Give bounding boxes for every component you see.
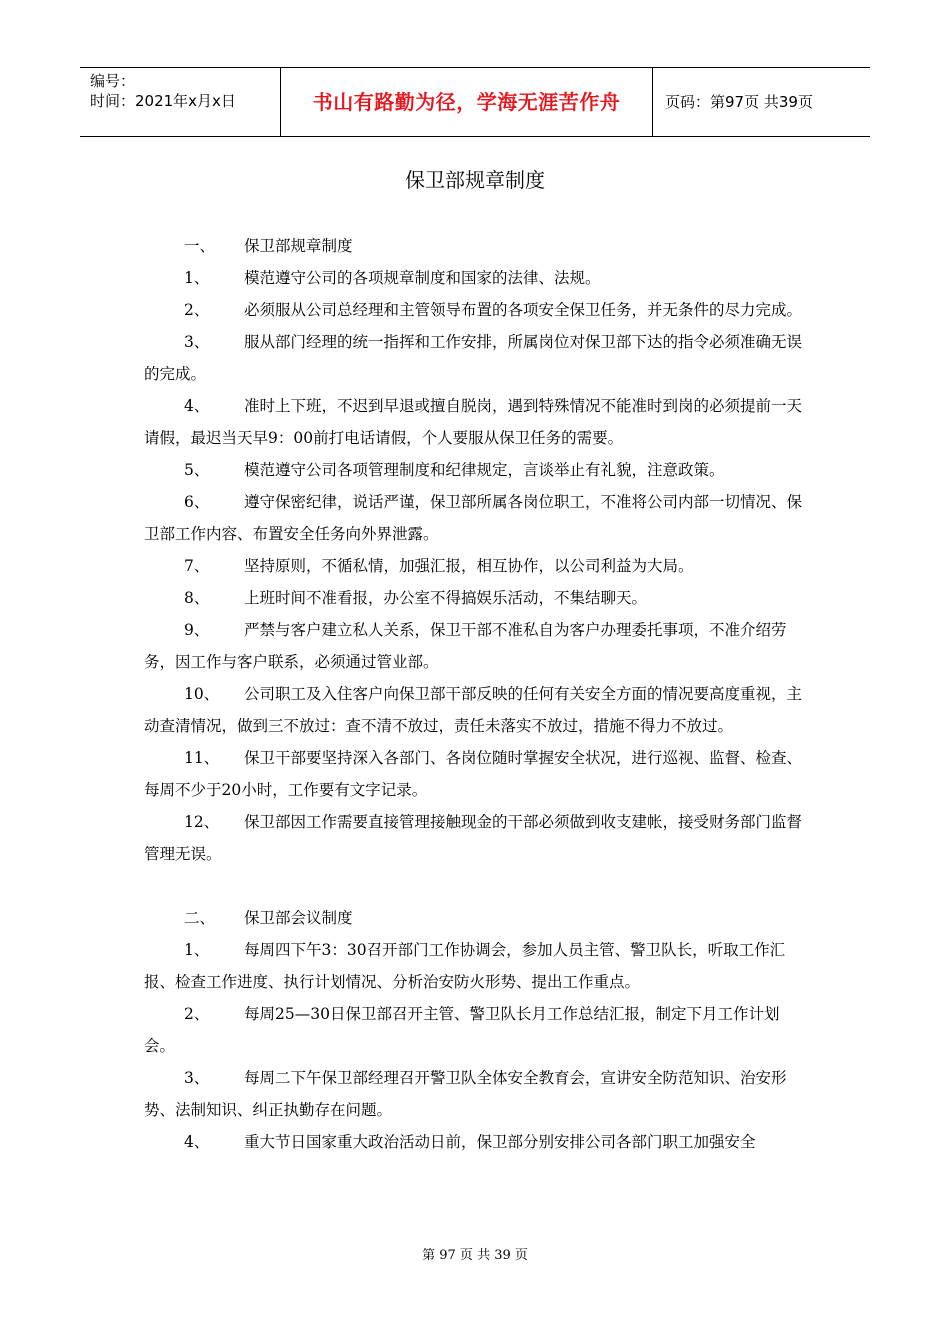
list-item (144, 614, 808, 678)
list-item (144, 806, 808, 870)
header-meta (80, 68, 281, 136)
item-number: 11、 (184, 749, 220, 767)
time-label: 时间：2021年x月x日 (90, 92, 236, 110)
document-title: 保卫部规章制度 (405, 168, 545, 192)
section-heading-text: 保卫部会议制度 (244, 909, 353, 927)
list-item (144, 998, 808, 1062)
item-text: 模范遵守公司的各项规章制度和国家的法律、法规。 (244, 269, 601, 287)
item-text: 每周25—30日保卫部召开主管、警卫队长月工作总结汇报，制定下月工作计划会。 (144, 1005, 780, 1055)
item-number: 3、 (184, 333, 210, 351)
item-number: 1、 (184, 269, 210, 287)
list-item (144, 262, 808, 294)
item-number: 5、 (184, 461, 210, 479)
item-text: 保卫部因工作需要直接管理接触现金的干部必须做到收支建帐，接受财务部门监督管理无误。 (144, 813, 803, 863)
section-heading-text: 保卫部规章制度 (244, 237, 353, 255)
item-text: 公司职工及入住客户向保卫部干部反映的任何有关安全方面的情况要高度重视，主动查清情况，做到三不放过：查不清不放过，责任未落实不放过，措施不得力不放过。 (144, 685, 803, 735)
item-text: 必须服从公司总经理和主管领导布置的各项安全保卫任务，并无条件的尽力完成。 (244, 301, 803, 319)
item-number: 1、 (184, 941, 210, 959)
item-text: 服从部门经理的统一指挥和工作安排，所属岗位对保卫部下达的指令必须准确无误的完成。 (144, 333, 803, 383)
code-label: 编号： (90, 72, 136, 90)
item-text: 准时上下班，不迟到早退或擅自脱岗，遇到特殊情况不能准时到岗的必须提前一天请假，最迟当天早9：00前打电话请假，个人要服从保卫任务的需要。 (144, 397, 803, 447)
section-gap (144, 870, 808, 902)
header-motto: 书山有路勤为径，学海无涯苦作舟 (281, 68, 653, 136)
item-number: 2、 (184, 1005, 210, 1023)
item-text: 每周四下午3：30召开部门工作协调会，参加人员主管、警卫队长，听取工作汇报、检查工作进度、执行计划情况、分析治安防火形势、提出工作重点。 (144, 941, 786, 991)
item-text: 坚持原则，不循私情，加强汇报，相互协作，以公司利益为大局。 (244, 557, 694, 575)
page-header (80, 67, 870, 137)
section-number: 一、 (184, 237, 216, 255)
item-number: 4、 (184, 397, 210, 415)
item-text: 模范遵守公司各项管理制度和纪律规定，言谈举止有礼貌，注意政策。 (244, 461, 725, 479)
section-number: 二、 (184, 909, 216, 927)
list-item (144, 486, 808, 550)
list-item (144, 934, 808, 998)
list-item (144, 454, 808, 486)
item-number: 3、 (184, 1069, 210, 1087)
list-item (144, 390, 808, 454)
list-item (144, 1126, 808, 1158)
section-heading (144, 902, 808, 934)
item-number: 8、 (184, 589, 210, 607)
item-text: 遵守保密纪律，说话严谨，保卫部所属各岗位职工，不准将公司内部一切情况、保卫部工作内容、布置安全任务向外界泄露。 (144, 493, 803, 543)
item-number: 10、 (184, 685, 220, 703)
item-text: 每周二下午保卫部经理召开警卫队全体安全教育会，宣讲安全防范知识、治安形势、法制知识、纠正执勤存在问题。 (144, 1069, 787, 1119)
document-body (144, 230, 808, 1158)
section-heading (144, 230, 808, 262)
item-text: 重大节日国家重大政治活动日前，保卫部分别安排公司各部门职工加强安全 (244, 1133, 756, 1151)
item-number: 2、 (184, 301, 210, 319)
page-footer: 第 97 页 共 39 页 (422, 1248, 528, 1263)
item-number: 4、 (184, 1133, 210, 1151)
item-number: 9、 (184, 621, 210, 639)
item-text: 上班时间不准看报，办公室不得搞娱乐活动，不集结聊天。 (244, 589, 648, 607)
list-item (144, 550, 808, 582)
item-text: 严禁与客户建立私人关系，保卫干部不准私自为客户办理委托事项，不准介绍劳务，因工作与客户联系，必须通过管业部。 (144, 621, 787, 671)
item-text: 保卫干部要坚持深入各部门、各岗位随时掌握安全状况，进行巡视、监督、检查、每周不少于20小时，工作要有文字记录。 (144, 749, 803, 799)
list-item (144, 326, 808, 390)
list-item (144, 742, 808, 806)
item-number: 7、 (184, 557, 210, 575)
list-item (144, 678, 808, 742)
header-page-label: 页码：第97页 共39页 (665, 93, 813, 111)
list-item (144, 582, 808, 614)
item-number: 6、 (184, 493, 210, 511)
list-item (144, 1062, 808, 1126)
list-item (144, 294, 808, 326)
item-number: 12、 (184, 813, 220, 831)
